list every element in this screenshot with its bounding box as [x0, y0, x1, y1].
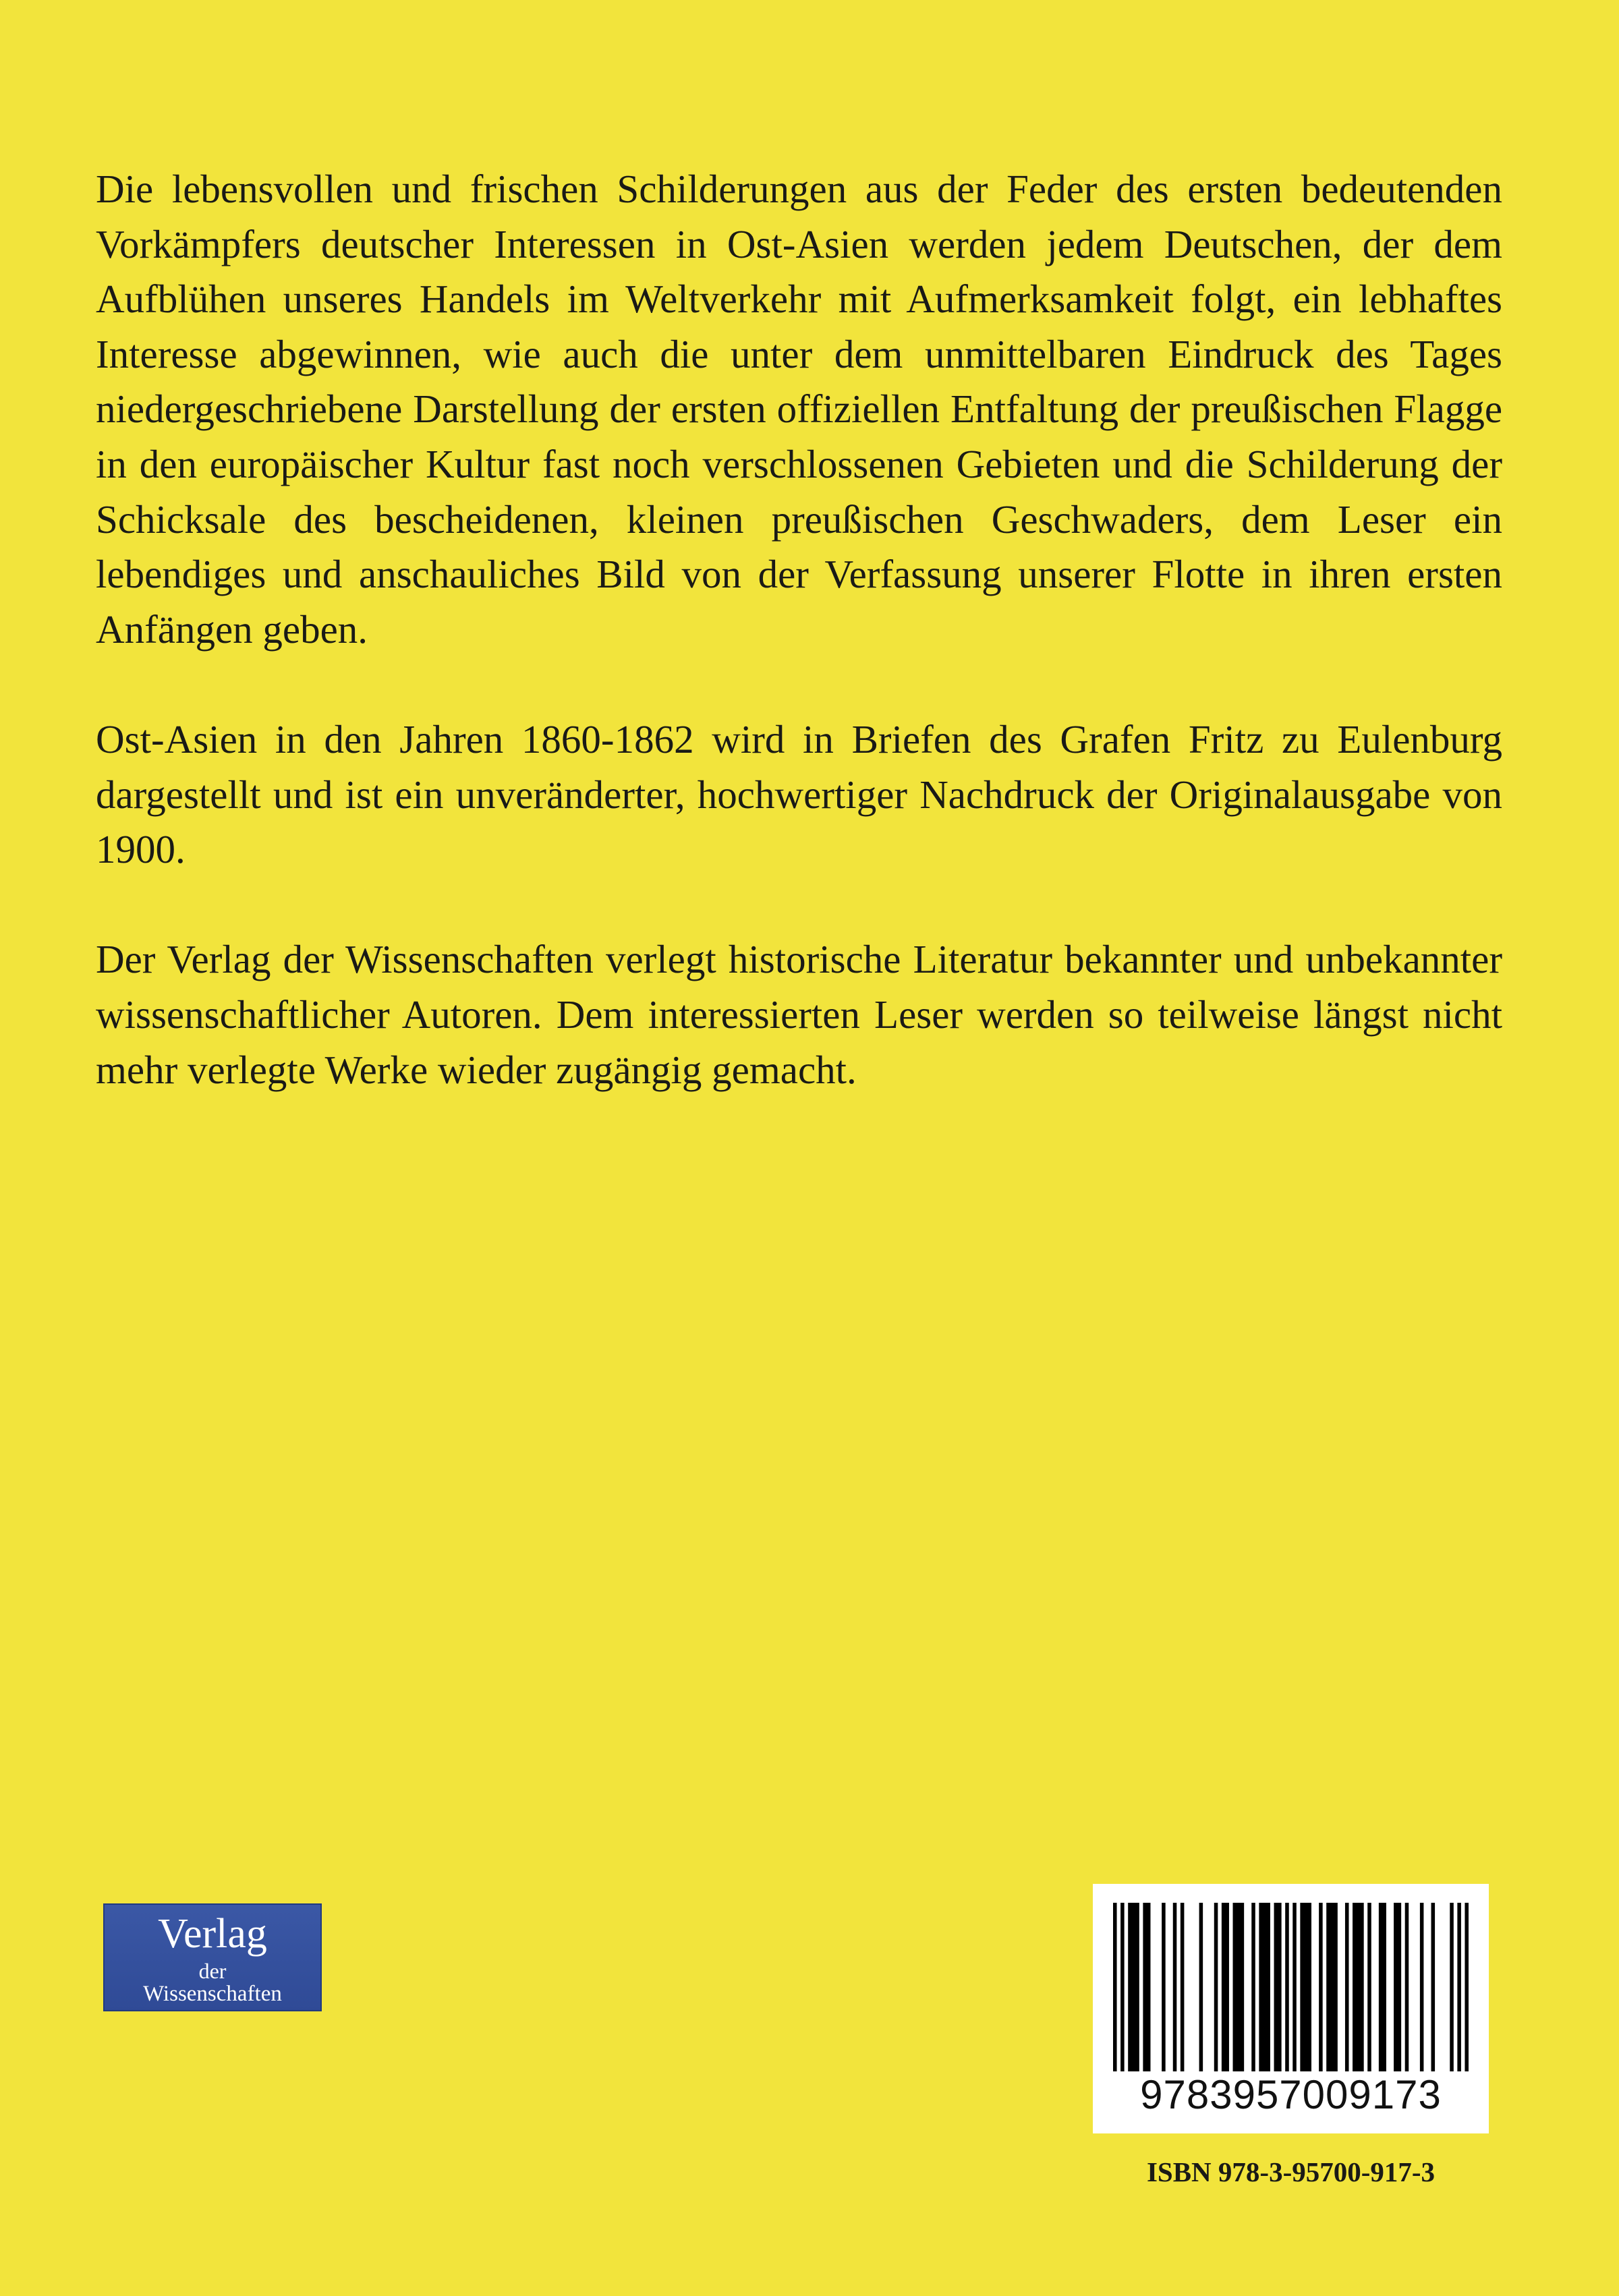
barcode-bar-23: [1394, 1903, 1401, 2071]
barcode-bar-3: [1143, 1903, 1150, 2071]
barcode-bar-1: [1120, 1903, 1125, 2071]
publisher-logo-line-2: der: [198, 1959, 227, 1983]
barcode-bar-12: [1259, 1903, 1270, 2071]
barcode-bar-25: [1420, 1903, 1424, 2071]
barcode-bar-0: [1113, 1903, 1117, 2071]
barcode-bar-27: [1450, 1903, 1454, 2071]
barcode-bar-6: [1181, 1903, 1185, 2071]
barcode-bar-22: [1379, 1903, 1386, 2071]
blurb-text: [96, 162, 1502, 1153]
blurb-paragraph-3: Der Verlag der Wissenschaften verlegt historische Literatur bekannter und unbekannter wissenschaftlicher Autoren. Dem interessierten Leser werden so teilweise längst nicht mehr verlegte Werke wieder zugängig gemacht.: [96, 937, 1502, 1092]
barcode-bar-15: [1293, 1903, 1297, 2071]
barcode-bar-26: [1431, 1903, 1436, 2071]
blurb-paragraph-1: Die lebensvollen und frischen Schilderungen aus der Feder des ersten bedeutenden Vorkämpfers deutscher Interessen in Ost-Asien werden jedem Deutschen, der dem Aufblühen unseres Handels im Weltverkehr mit Aufmerksamkeit folgt, ein lebhaftes Interesse abgewinnen, wie auch die unter dem unmittelbaren Eindruck des Tages niedergeschriebene Darstellung der ersten offiziellen Entfaltung der preußischen Flagge in den europäischer Kultur fast noch verschlossenen Gebieten und die Schilderung der Schicksale des bescheidenen, kleinen preußischen Geschwaders, dem Leser ein lebendiges und anschauliches Bild von der Verfassung unserer Flotte in ihren ersten Anfängen geben.: [96, 167, 1502, 652]
barcode-bar-20: [1353, 1903, 1364, 2071]
barcode-digits: 9783957009173: [1140, 2072, 1442, 2117]
barcode-bar-19: [1345, 1903, 1349, 2071]
barcode-bar-14: [1285, 1903, 1289, 2071]
barcode-bar-29: [1465, 1903, 1469, 2071]
blurb-paragraph-2: Ost-Asien in den Jahren 1860-1862 wird in Briefen des Grafen Fritz zu Eulenburg dargestellt und ist ein unveränderter, hochwertiger Nachdruck der Originalausgabe von 1900.: [96, 716, 1502, 872]
barcode-bar-17: [1319, 1903, 1323, 2071]
barcode-bar-9: [1222, 1903, 1229, 2071]
barcode-bar-8: [1214, 1903, 1218, 2071]
publisher-logo-line-3: Wissenschaften: [143, 1982, 282, 2006]
barcode: [1093, 1884, 1489, 2133]
barcode-bar-11: [1251, 1903, 1255, 2071]
isbn-label: ISBN 978-3-95700-917-3: [1146, 2156, 1436, 2187]
barcode-bar-21: [1367, 1903, 1371, 2071]
barcode-bar-28: [1457, 1903, 1461, 2071]
barcode-bar-13: [1274, 1903, 1282, 2071]
publisher-logo-line-1: Verlag: [158, 1911, 267, 1957]
barcode-bars: [1113, 1903, 1469, 2071]
barcode-bar-4: [1162, 1903, 1166, 2071]
publisher-logo: [103, 1903, 322, 2011]
barcode-bar-5: [1173, 1903, 1177, 2071]
barcode-bar-16: [1300, 1903, 1311, 2071]
barcode-bar-24: [1405, 1903, 1409, 2071]
barcode-bar-18: [1326, 1903, 1338, 2071]
barcode-bar-7: [1199, 1903, 1203, 2071]
barcode-bar-10: [1233, 1903, 1245, 2071]
barcode-bar-2: [1128, 1903, 1139, 2071]
